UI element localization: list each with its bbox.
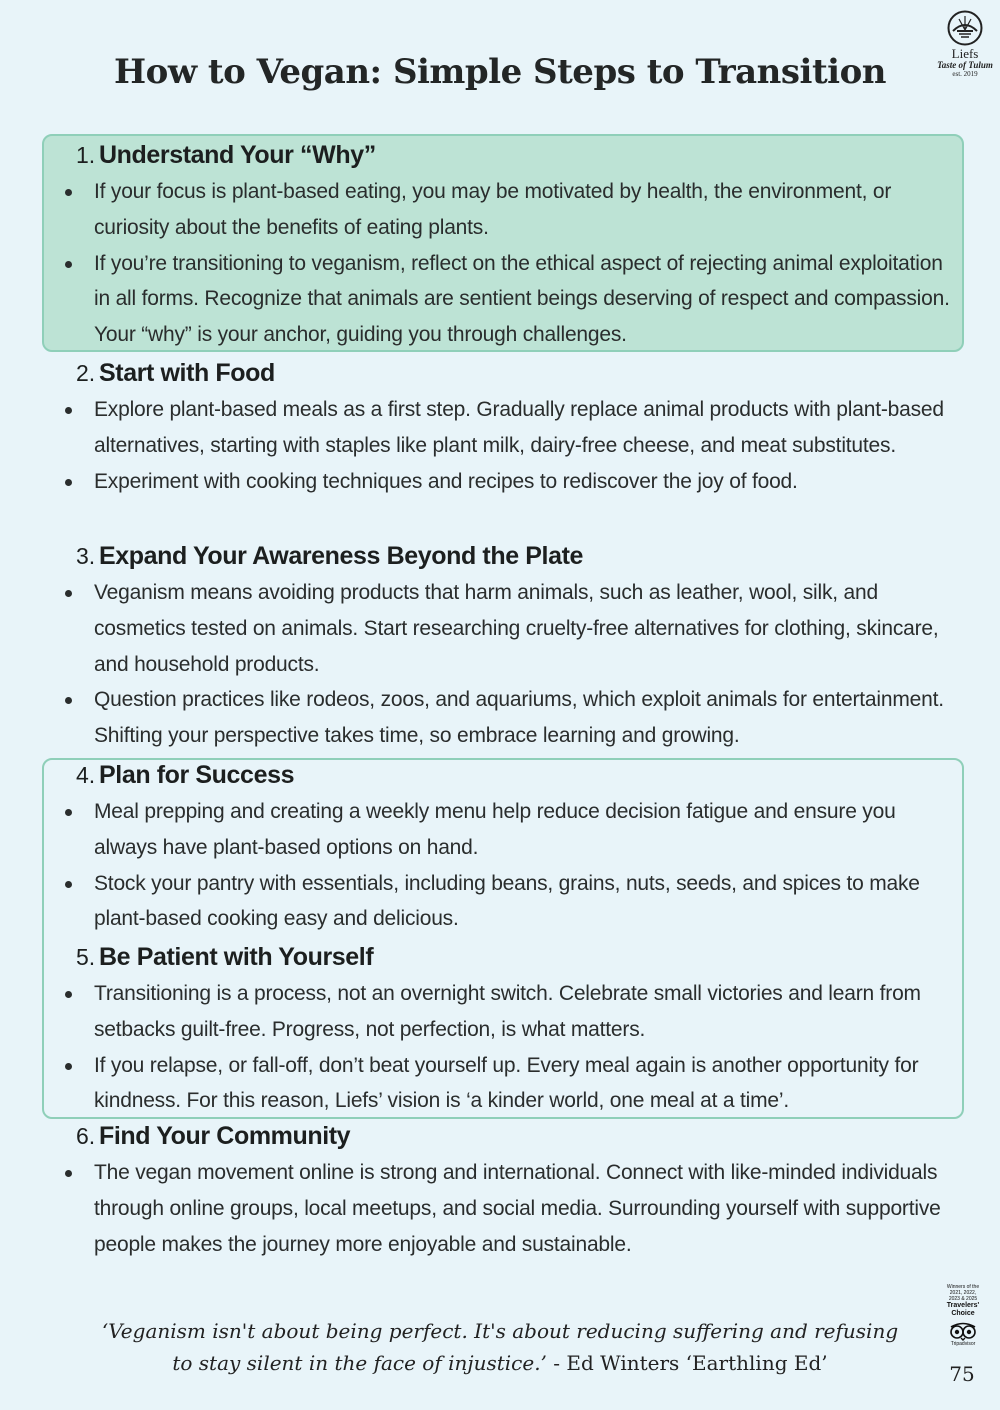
bullet-list xyxy=(0,392,1000,499)
step-heading xyxy=(0,1117,1000,1155)
list-item: The vegan movement online is strong and international. Connect with like-minded individuals through online groups, local meetups, and social media. Surrounding yourself with supportive people makes the journey more enjoyable and sustainable. xyxy=(0,1155,1000,1262)
step-number: 2. xyxy=(76,360,96,386)
step-2 xyxy=(0,354,1000,499)
badge-winners: Winners of the xyxy=(946,1284,980,1290)
list-item: If you relapse, or fall-off, don’t beat yourself up. Every meal again is another opportunity for kindness. For this reason, Liefs’ vision is ‘a kinder world, one meal at a time’. xyxy=(0,1048,1000,1120)
step-heading xyxy=(0,938,1000,976)
page-number: 75 xyxy=(949,1362,975,1386)
badge-brand: Tripadvisor xyxy=(950,1341,976,1347)
liefs-logo xyxy=(932,10,998,78)
step-title: Understand Your “Why” xyxy=(99,141,376,169)
bullet-list xyxy=(0,1155,1000,1262)
list-item: Experiment with cooking techniques and recipes to rediscover the joy of food. xyxy=(0,464,1000,500)
logo-established: est. 2019 xyxy=(952,70,978,78)
closing-quote xyxy=(90,1315,910,1379)
logo-tagline: Taste of Tulum xyxy=(937,60,993,70)
list-item: Explore plant-based meals as a first step. Gradually replace animal products with plant-based alternatives, starting with staples like plant milk, dairy-free cheese, and meat substitutes. xyxy=(0,392,1000,464)
bullet-list xyxy=(0,794,1000,937)
step-number: 5. xyxy=(76,944,96,970)
tripadvisor-owl-icon xyxy=(948,1319,978,1341)
step-4 xyxy=(0,756,1000,937)
step-number: 1. xyxy=(76,142,96,168)
step-heading xyxy=(0,756,1000,794)
step-heading xyxy=(0,537,1000,575)
list-item: If you’re transitioning to veganism, reflect on the ethical aspect of rejecting animal exploitation in all forms. Recognize that animals are sentient beings deserving of respect and compassion. Your “why” is your anchor, guiding you through challenges. xyxy=(0,246,1000,353)
bullet-list xyxy=(0,575,1000,754)
step-title: Start with Food xyxy=(99,359,275,387)
step-heading xyxy=(0,354,1000,392)
quote-attribution: - Ed Winters ‘Earthling Ed’ xyxy=(546,1351,828,1375)
step-number: 4. xyxy=(76,762,96,788)
travelers-choice-badge xyxy=(935,1284,991,1347)
logo-brand: Liefs xyxy=(951,46,979,61)
badge-award: Travelers' Choice xyxy=(946,1302,980,1317)
step-1 xyxy=(0,136,1000,353)
step-6 xyxy=(0,1117,1000,1262)
badge-years: 2021, 2022, xyxy=(949,1290,977,1296)
step-3 xyxy=(0,537,1000,754)
step-heading xyxy=(0,136,1000,174)
step-5 xyxy=(0,938,1000,1119)
bullet-list xyxy=(0,976,1000,1119)
quote-text: ‘Veganism isn't about being perfect. It's about reducing suffering and refusing to stay silent in the face of injustice.’ xyxy=(101,1319,899,1375)
list-item: If your focus is plant-based eating, you may be motivated by health, the environment, or curiosity about the benefits of eating plants. xyxy=(0,174,1000,246)
list-item: Stock your pantry with essentials, including beans, grains, nuts, seeds, and spices to make plant-based cooking easy and delicious. xyxy=(0,866,1000,938)
list-item: Meal prepping and creating a weekly menu help reduce decision fatigue and ensure you always have plant-based options on hand. xyxy=(0,794,1000,866)
step-number: 6. xyxy=(76,1123,96,1149)
list-item: Question practices like rodeos, zoos, and aquariums, which exploit animals for entertainment. Shifting your perspective takes time, so embrace learning and growing. xyxy=(0,682,1000,754)
step-title: Find Your Community xyxy=(99,1122,351,1150)
bullet-list xyxy=(0,174,1000,353)
liefs-emblem-icon xyxy=(947,10,983,46)
page-title: How to Vegan: Simple Steps to Transition xyxy=(114,52,886,92)
step-title: Be Patient with Yourself xyxy=(99,943,374,971)
step-title: Expand Your Awareness Beyond the Plate xyxy=(99,542,584,570)
step-number: 3. xyxy=(76,543,96,569)
list-item: Veganism means avoiding products that harm animals, such as leather, wool, silk, and cosmetics tested on animals. Start researching cruelty-free alternatives for clothing, skincare, and household products. xyxy=(0,575,1000,682)
badge-years-2: 2023 & 2025 xyxy=(948,1296,978,1302)
list-item: Transitioning is a process, not an overnight switch. Celebrate small victories and learn from setbacks guilt-free. Progress, not perfection, is what matters. xyxy=(0,976,1000,1048)
step-title: Plan for Success xyxy=(99,761,295,789)
